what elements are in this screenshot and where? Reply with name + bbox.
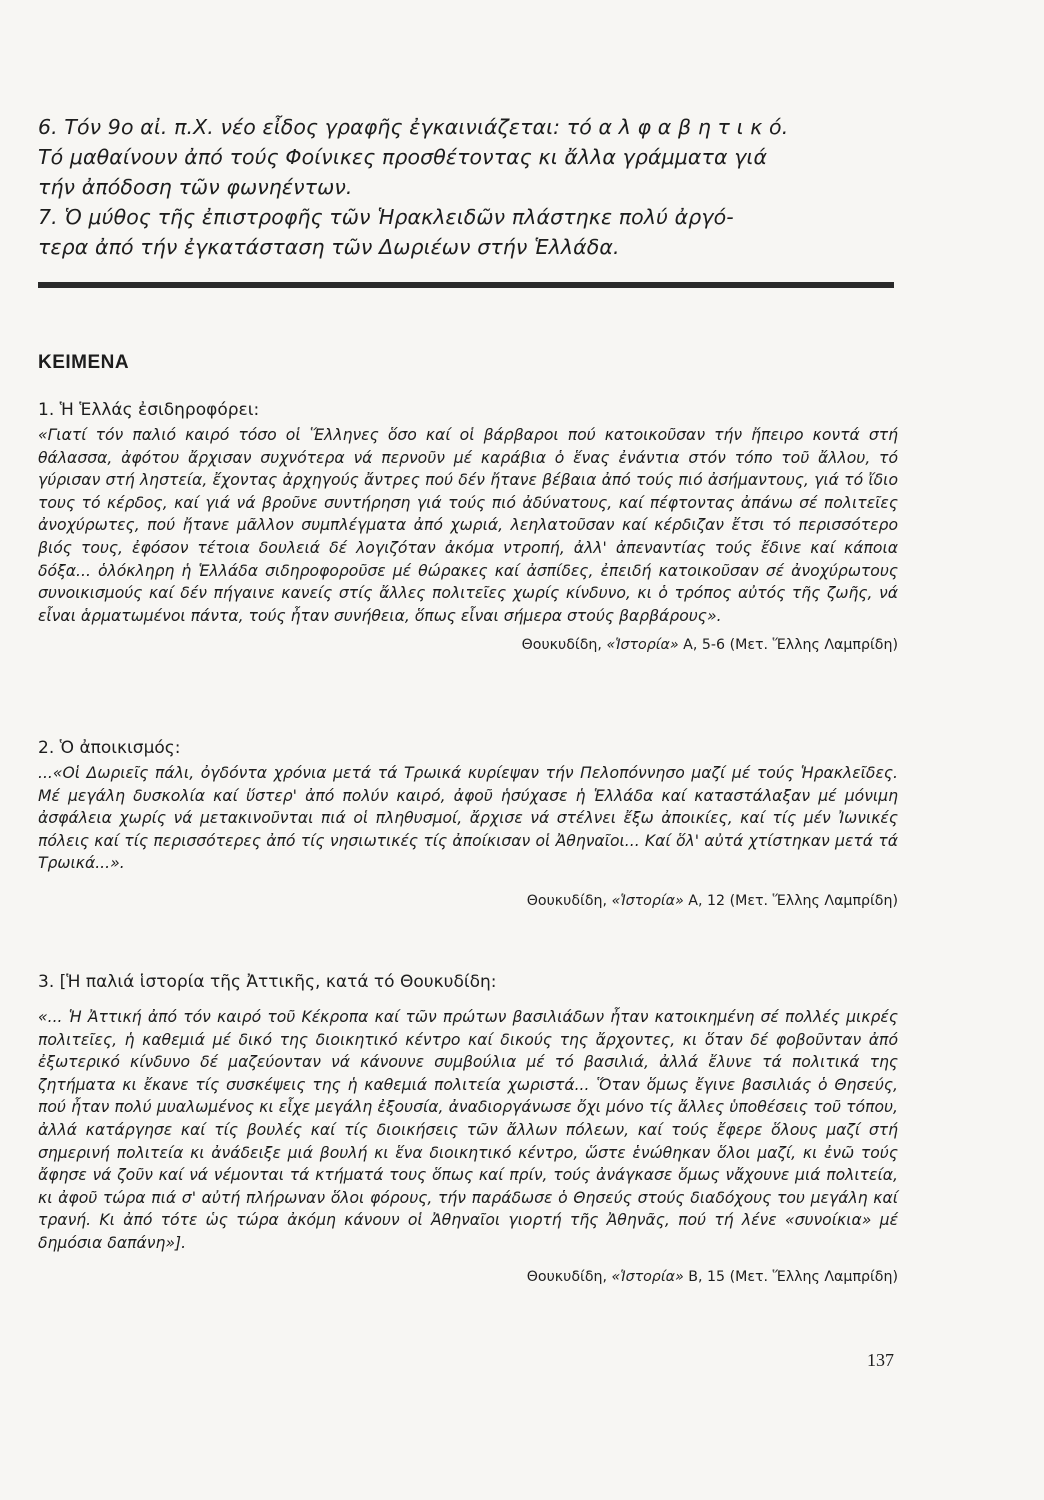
text-1 (38, 398, 898, 655)
text-1-quote: «Γιατί τόν παλιό καιρό τόσο οἱ Ἕλληνες ὅσο καί οἱ βάρβαροι πού κατοικοῦσαν τήν ἤπειρο κοντά στή θάλασσα, ἀφότου ἄρχισαν συχνότερα νά περνοῦν μέ καράβια ὁ ἕνας ἐνάντια στόν τόπο τοῦ ἄλλου, τό γύρισαν στή ληστεία, ἔχοντας ἀρχηγούς ἄντρες πού δέν ἤτανε βέβαια ἀπό τούς πιό ἀσήμαντους, γιά τό ἴδιο τους τό κέρδος, καί γιά νά βροῦνε συντήρηση γιά τούς πιό ἀδύνατους, καί πέφτοντας ἀπάνω σέ πολιτεῖες ἀνοχύρωτες, πού ἤτανε μᾶλλον συμπλέγματα ἀπό χωριά, λεηλατοῦσαν καί κέρδιζαν ἔτσι τό περισσότερο βιός τους, ἐφόσον τέτοια δουλειά δέ λογιζόταν ἀκόμα ντροπή, ἀλλ' ἀπεναντίας τούς ἔδινε καί κάποια δόξα... ὁλόκληρη ἡ Ἑλλάδα σιδηροφοροῦσε μέ θώρακες καί ἀσπίδες, ἐπειδή κατοικοῦσαν σέ ἀνοχύρωτους συνοικισμούς καί δέν πήγαινε κανείς στίς ἄλλες πολιτεῖες χωρίς κίνδυνο, κι ὁ τρόπος αὐτός τῆς ζωῆς, νά εἶναι ἁρματωμένοι πάντα, τούς ἦταν συνήθεια, ὅπως εἶναι σήμερα στούς βαρβάρους». (38, 426, 898, 625)
page-number: 137 (867, 1350, 894, 1370)
note-6-line-2: Τό μαθαίνουν ἀπό τούς Φοίνικες προσθέτοντας κι ἄλλα γράμματα γιά (38, 145, 768, 169)
note-7-line-2: τερα ἀπό τήν ἐγκατάσταση τῶν Δωριέων στήν Ἑλλάδα. (38, 235, 620, 259)
section-divider (38, 282, 894, 288)
text-2-title: 2. Ὁ ἀποικισμός: (38, 738, 181, 758)
intro-notes (38, 112, 898, 262)
text-2 (38, 736, 898, 911)
text-1-cite-author: Θουκυδίδη, (521, 637, 602, 654)
note-6-line-3: τήν ἀπόδοση τῶν φωνηέντων. (38, 175, 353, 199)
text-2-citation (38, 891, 898, 911)
text-2-quote: ...«Οἱ Δωριεῖς πάλι, ὀγδόντα χρόνια μετά τά Τρωικά κυρίεψαν τήν Πελοπόννησο μαζί μέ τούς Ἡρακλεῖδες. Μέ μεγάλη δυσκολία καί ὕστερ' ἀπό πολύν καιρό, ἀφοῦ ἡσύχασε ἡ Ἑλλάδα καί καταστάλαξαν μέ μόνιμη ἀσφάλεια χωρίς νά μετακινοῦνται πιά οἱ πληθυσμοί, ἄρχισε νά στέλνει ἔξω ἀποικίες, καί τίς μέν Ἰωνικές πόλεις καί τίς περισσότερες ἀπό τίς νησιωτικές τίς ἀποίκισαν οἱ Ἀθηναῖοι... Καί ὅλ' αὐτά χτίστηκαν μετά τά Τρωικά...». (38, 764, 898, 873)
text-3-title: 3. [Ἡ παλιά ἱστορία τῆς Ἀττικῆς, κατά τό Θουκυδίδη: (38, 972, 497, 992)
note-7-line-1: 7. Ὁ μύθος τῆς ἐπιστροφῆς τῶν Ἡρακλειδῶν πλάστηκε πολύ ἀργό- (38, 205, 734, 229)
note-6-line-1: 6. Τόν 9ο αἰ. π.Χ. νέο εἶδος γραφῆς ἐγκαινιάζεται: τό α λ φ α β η τ ι κ ό. (38, 115, 789, 139)
text-1-title: 1. Ἡ Ἑλλάς ἐσιδηροφόρει: (38, 400, 260, 420)
text-3-cite-ref: Β, 15 (Μετ. Ἕλλης Λαμπρίδη) (688, 1268, 898, 1285)
text-1-cite-ref: Α, 5-6 (Μετ. Ἕλλης Λαμπρίδη) (683, 637, 898, 654)
text-3-cite-work: «Ἱστορία» (611, 1268, 684, 1285)
text-3-citation (38, 1267, 898, 1287)
text-1-citation (38, 635, 898, 655)
text-3 (38, 970, 898, 1287)
text-1-cite-work: «Ἱστορία» (606, 637, 679, 654)
text-2-cite-work: «Ἱστορία» (611, 892, 684, 909)
text-3-cite-author: Θουκυδίδη, (526, 1268, 608, 1285)
section-heading: ΚΕΙΜΕΝΑ (38, 352, 130, 373)
text-3-quote: «... Ἡ Ἀττική ἀπό τόν καιρό τοῦ Κέκροπα καί τῶν πρώτων βασιλιάδων ἦταν κατοικημένη σέ πολλές μικρές πολιτεῖες, ἡ καθεμιά μέ δικό της διοικητικό κέντρο καί δικούς της ἄρχοντες, κι ὅταν δέ φοβοῦνταν ἀπό ἐξωτερικό κίνδυνο δέ μαζεύονταν νά κάνουνε συμβούλια μέ τό βασιλιά, ἀλλά ἔλυνε τά πολιτικά της ζητήματα κι ἔκανε τίς συσκέψεις της ἡ καθεμιά πολιτεία χωριστά... Ὅταν ὅμως ἔγινε βασιλιάς ὁ Θησεύς, πού ἦταν πολύ μυαλωμένος κι εἶχε μεγάλη ἐξουσία, ἀναδιοργάνωσε ὄχι μόνο τίς ἄλλες ὑποθέσεις τοῦ τόπου, ἀλλά κατάργησε καί τίς βουλές καί τίς διοικήσεις τῶν ἄλλων πόλεων, καί τούς ἔφερε ὅλους μαζί στή σημερινή πολιτεία κι ἀνάδειξε μιά βουλή κι ἕνα διοικητικό κέντρο, ὥστε ἑνώθηκαν ὅλοι μαζί, κι ἐνῶ τούς ἄφησε νά ζοῦν καί νά νέμονται τά κτήματά τους ὅπως καί πρίν, τούς ἀνάγκασε ὅμως νἄχουνε μιά πολιτεία, κι ἀφοῦ τώρα πιά σ' αὐτή πλήρωναν ὅλοι φόρους, τήν παράδωσε ὁ Θησεύς στούς διαδόχους του μεγάλη καί τρανή. Κι ἀπό τότε ὡς τώρα ἀκόμη κάνουν οἱ Ἀθηναῖοι γιορτή τῆς Ἀθηνᾶς, πού τή λένε «συνοίκια» μέ δημόσια δαπάνη»]. (38, 1008, 898, 1252)
text-2-cite-author: Θουκυδίδη, (526, 892, 608, 909)
text-2-cite-ref: Α, 12 (Μετ. Ἕλλης Λαμπρίδη) (688, 892, 898, 909)
